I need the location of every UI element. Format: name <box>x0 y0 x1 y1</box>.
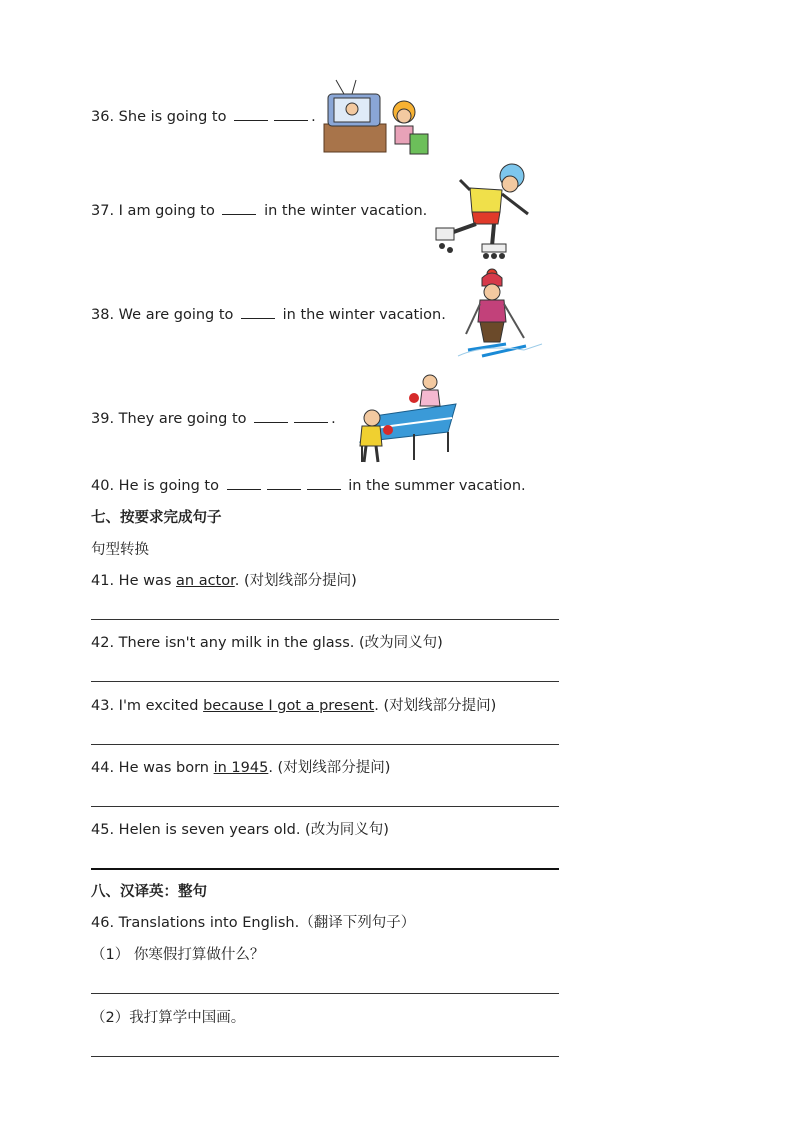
roller-skating-illustration <box>430 160 535 260</box>
question-text: She is going to <box>118 109 227 125</box>
answer-blank[interactable] <box>234 107 268 121</box>
question-38: 38. We are going to in the winter vacation. <box>91 307 446 323</box>
answer-line[interactable] <box>91 806 559 807</box>
question-43: 43. I'm excited because I got a present. (对划线部分提问) <box>91 698 497 714</box>
answer-blank[interactable] <box>307 476 341 490</box>
answer-blank[interactable] <box>241 305 275 319</box>
watching-tv-illustration <box>322 76 432 158</box>
question-37: 37. I am going to in the winter vacation. <box>91 203 428 219</box>
table-tennis-illustration <box>348 372 458 466</box>
section-7-subtitle: 句型转换 <box>91 542 149 558</box>
answer-line[interactable] <box>91 619 559 620</box>
section-8-title: 八、汉译英：整句 <box>91 884 207 900</box>
question-36: 36. She is going to . <box>91 109 316 125</box>
question-46-2: （2）我打算学中国画。 <box>91 1010 246 1026</box>
answer-blank[interactable] <box>222 201 256 215</box>
question-44: 44. He was born in 1945. (对划线部分提问) <box>91 760 391 776</box>
answer-line[interactable] <box>91 744 559 745</box>
answer-line[interactable] <box>91 681 559 682</box>
skiing-illustration <box>454 264 546 360</box>
answer-blank[interactable] <box>274 107 308 121</box>
answer-blank[interactable] <box>267 476 301 490</box>
question-46: 46. Translations into English.（翻译下列句子） <box>91 915 416 931</box>
answer-line[interactable] <box>91 993 559 994</box>
answer-blank[interactable] <box>294 409 328 423</box>
answer-line[interactable] <box>91 868 559 870</box>
answer-blank[interactable] <box>227 476 261 490</box>
question-46-1: （1） 你寒假打算做什么？ <box>91 947 265 963</box>
section-7-title: 七、按要求完成句子 <box>91 510 222 526</box>
answer-blank[interactable] <box>254 409 288 423</box>
answer-line[interactable] <box>91 1056 559 1057</box>
question-number: 36. <box>91 109 115 125</box>
question-45: 45. Helen is seven years old. (改为同义句) <box>91 822 389 838</box>
question-42: 42. There isn't any milk in the glass. (改为同义句) <box>91 635 443 651</box>
question-41: 41. He was an actor. (对划线部分提问) <box>91 573 357 589</box>
question-39: 39. They are going to . <box>91 411 336 427</box>
question-40: 40. He is going to in the summer vacation. <box>91 478 526 494</box>
